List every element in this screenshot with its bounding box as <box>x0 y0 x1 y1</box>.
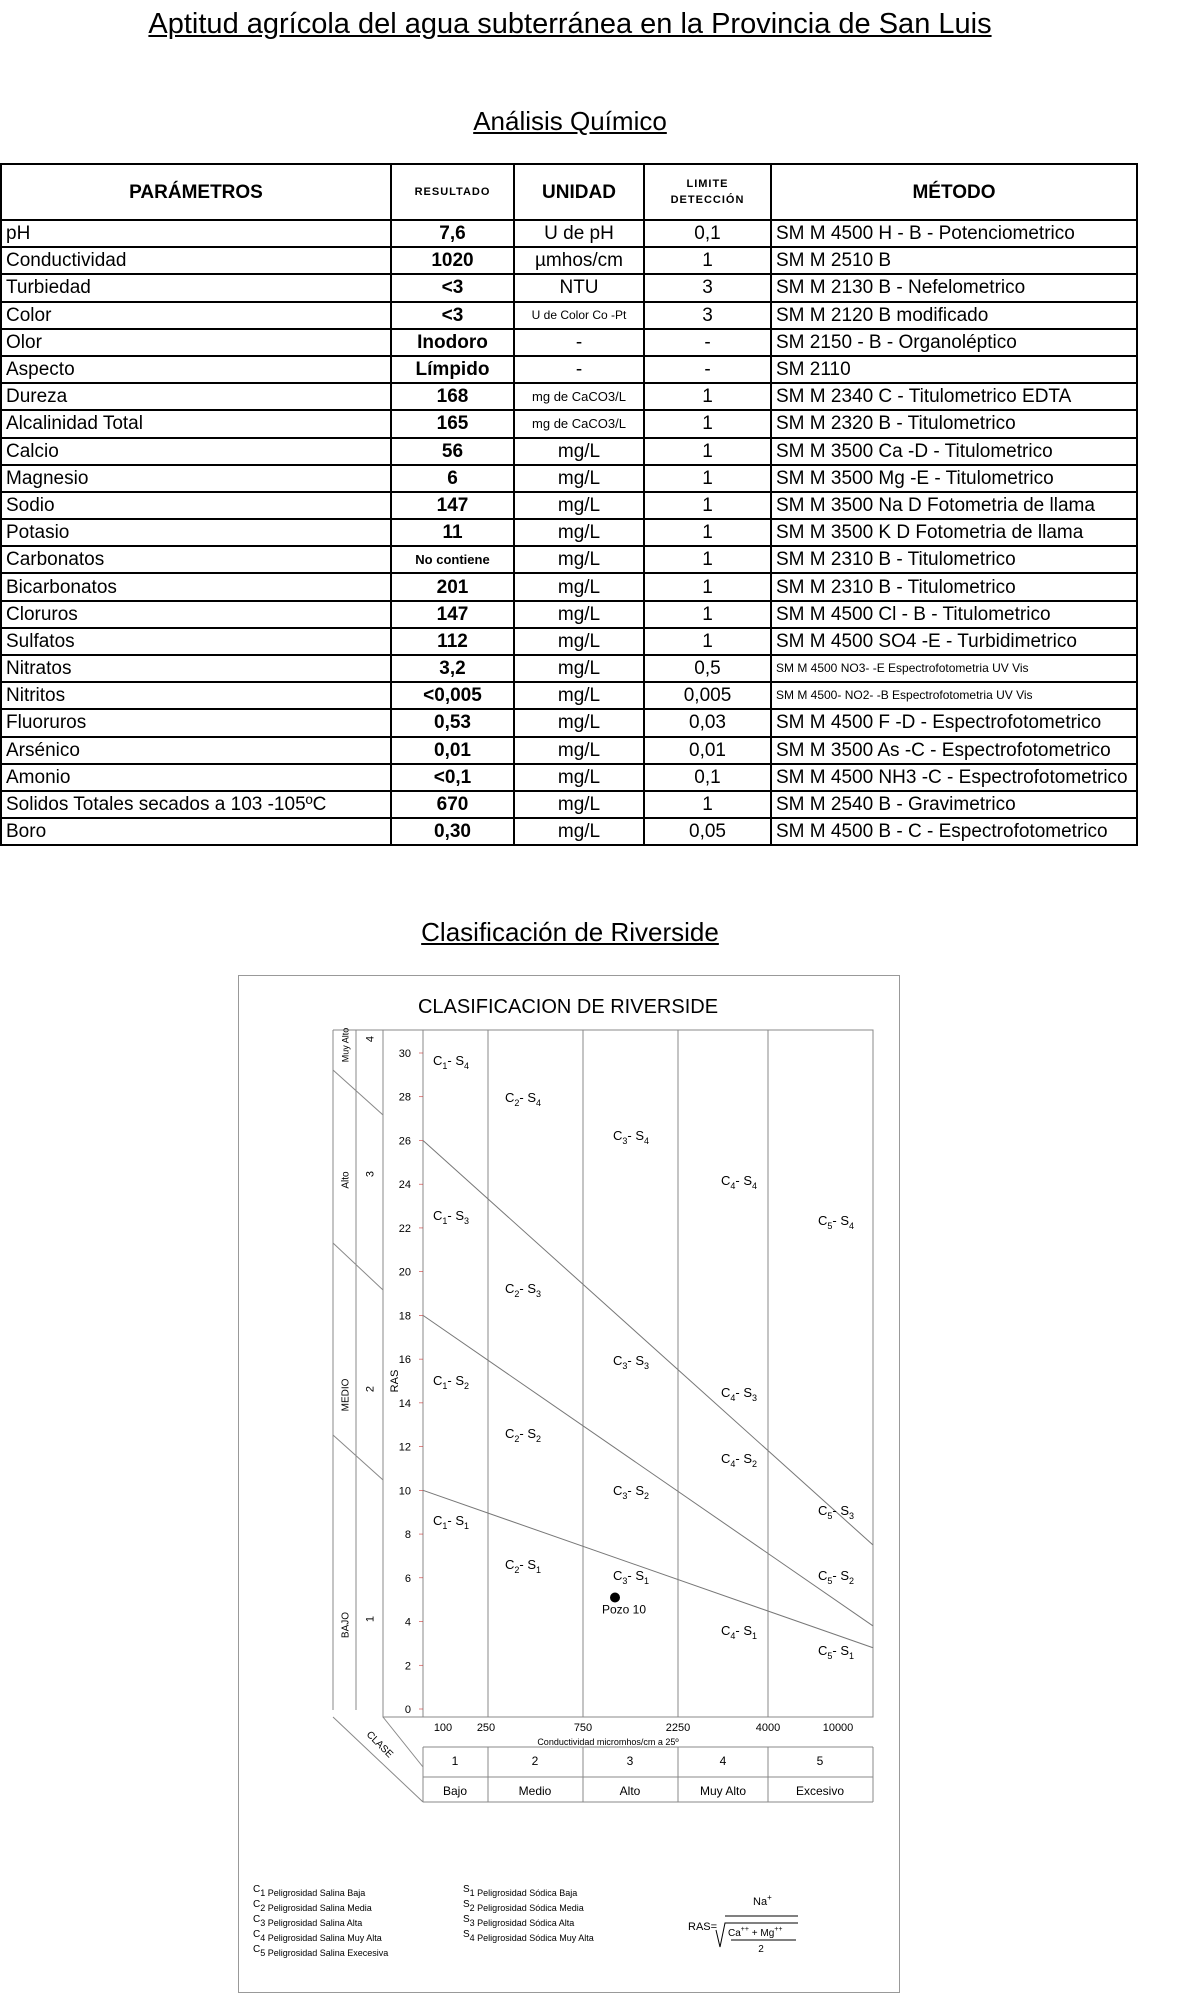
cell-unit: mg/L <box>514 791 644 818</box>
zone-label-c5-s4: $C_5-$ $S_4$ <box>818 1213 855 1231</box>
zone-label-c3-s1: $C_3-$ $S_1$ <box>613 1568 650 1586</box>
cell-unit: mg de CaCO3/L <box>514 410 644 437</box>
cell-method: SM M 4500 F -D - Espectrofotometrico <box>771 709 1137 736</box>
cell-method: SM M 3500 Na D Fotometria de llama <box>771 492 1137 519</box>
cell-method: SM M 3500 Ca -D - Titulometrico <box>771 438 1137 465</box>
sodium-band-divider <box>333 1435 383 1480</box>
class-number: 2 <box>531 1754 539 1768</box>
sodium-level-number: 1 <box>364 1615 377 1623</box>
cell-limit: 1 <box>644 247 771 274</box>
sample-label: Pozo 10 <box>602 1602 647 1617</box>
chart-title: CLASIFICACION DE RIVERSIDE <box>417 996 719 1018</box>
x-tick-label: 250 <box>476 1722 496 1734</box>
header-unit: UNIDAD <box>514 164 644 220</box>
legend-salinity-item: C4 Peligrosidad Salina Muy Alta <box>253 1929 382 1943</box>
cell-param: Aspecto <box>1 356 391 383</box>
cell-method: SM M 4500 B - C - Espectrofotometrico <box>771 818 1137 845</box>
table-row <box>1 274 1137 301</box>
cell-result: 201 <box>391 573 514 600</box>
table-row <box>1 492 1137 519</box>
y-tick-label: 26 <box>398 1135 411 1148</box>
x-tick-label: 10000 <box>822 1722 854 1734</box>
zone-label-c1-s2: $C_1-$ $S_2$ <box>433 1373 470 1391</box>
cell-unit: mg/L <box>514 546 644 573</box>
cell-param: Cloruros <box>1 601 391 628</box>
cell-limit: 1 <box>644 628 771 655</box>
cell-param: Sodio <box>1 492 391 519</box>
cell-param: Olor <box>1 329 391 356</box>
table-row <box>1 764 1137 791</box>
class-number: 4 <box>719 1754 727 1768</box>
cell-param: Bicarbonatos <box>1 573 391 600</box>
sodium-band-divider <box>333 1243 383 1290</box>
cell-result: 11 <box>391 519 514 546</box>
cell-limit: 1 <box>644 573 771 600</box>
table-row <box>1 573 1137 600</box>
cell-param: Fluoruros <box>1 709 391 736</box>
sodium-band-divider <box>333 1070 383 1115</box>
table-row <box>1 709 1137 736</box>
cell-method: SM M 3500 Mg -E - Titulometrico <box>771 465 1137 492</box>
class-number: 3 <box>626 1754 634 1768</box>
formula-denominator: Ca++ + Mg++ <box>728 1926 783 1939</box>
table-row <box>1 791 1137 818</box>
zone-label-c5-s1: $C_5-$ $S_1$ <box>818 1643 855 1661</box>
cell-param: Potasio <box>1 519 391 546</box>
cell-method: SM M 2130 B - Nefelometrico <box>771 274 1137 301</box>
cell-method: SM M 4500 H - B - Potenciometrico <box>771 220 1137 247</box>
table-row <box>1 818 1137 845</box>
table-row <box>1 465 1137 492</box>
table-row <box>1 329 1137 356</box>
cell-limit: 1 <box>644 492 771 519</box>
cell-method: SM 2110 <box>771 356 1137 383</box>
y-tick-label: 8 <box>404 1529 411 1542</box>
table-row <box>1 302 1137 329</box>
zone-label-c2-s1: $C_2-$ $S_1$ <box>505 1557 542 1575</box>
cell-limit: 3 <box>644 302 771 329</box>
cell-unit: mg/L <box>514 628 644 655</box>
cell-method: SM M 2340 C - Titulometrico EDTA <box>771 383 1137 410</box>
cell-result: 0,01 <box>391 737 514 764</box>
table-row <box>1 410 1137 437</box>
riverside-classification-chart <box>238 975 898 1991</box>
y-tick-label: 24 <box>398 1179 411 1192</box>
y-tick-label: 22 <box>398 1222 411 1235</box>
zone-label-c4-s3: $C_4-$ $S_3$ <box>721 1385 758 1403</box>
cell-param: Turbiedad <box>1 274 391 301</box>
cell-method: SM M 4500 NO3- -E Espectrofotometria UV Vis <box>771 655 1137 682</box>
cell-unit: mg/L <box>514 519 644 546</box>
table-row <box>1 601 1137 628</box>
cell-limit: 1 <box>644 438 771 465</box>
cell-method: SM M 4500 SO4 -E - Turbidimetrico <box>771 628 1137 655</box>
sodium-level-number: 3 <box>364 1170 377 1178</box>
chemical-analysis-table <box>0 163 1138 846</box>
zone-label-c2-s4: $C_2-$ $S_4$ <box>505 1090 542 1108</box>
cell-param: Nitratos <box>1 655 391 682</box>
cell-method: SM M 3500 As -C - Espectrofotometrico <box>771 737 1137 764</box>
cell-result: 112 <box>391 628 514 655</box>
cell-result: 1020 <box>391 247 514 274</box>
cell-unit: mg/L <box>514 737 644 764</box>
cell-unit: - <box>514 356 644 383</box>
y-tick-label: 18 <box>398 1310 411 1323</box>
zone-label-c5-s2: $C_5-$ $S_2$ <box>818 1568 855 1586</box>
legend-sodicity-item: S4 Peligrosidad Sódica Muy Alta <box>463 1929 594 1943</box>
cell-result: 147 <box>391 492 514 519</box>
cell-method: SM M 2310 B - Titulometrico <box>771 546 1137 573</box>
table-row <box>1 655 1137 682</box>
cell-limit: 0,01 <box>644 737 771 764</box>
zone-label-c3-s3: $C_3-$ $S_3$ <box>613 1353 650 1371</box>
cell-limit: 0,005 <box>644 682 771 709</box>
y-tick-label: 30 <box>398 1048 411 1060</box>
y-tick-label: 6 <box>404 1572 411 1585</box>
class-name: Excesivo <box>795 1784 845 1798</box>
class-name: Bajo <box>442 1784 468 1798</box>
x-tick-label: 2250 <box>665 1722 691 1734</box>
y-tick-label: 12 <box>398 1441 411 1454</box>
header-detection-limit <box>644 164 771 220</box>
cell-limit: 1 <box>644 383 771 410</box>
s1-s2-boundary <box>423 1490 873 1647</box>
cell-result: <3 <box>391 274 514 301</box>
cell-result: <0,1 <box>391 764 514 791</box>
class-name: Alto <box>619 1784 641 1798</box>
legend-sodicity-item: S1 Peligrosidad Sódica Baja <box>463 1884 578 1898</box>
sodium-level-number: 2 <box>364 1385 377 1393</box>
table-row <box>1 247 1137 274</box>
cell-method: SM M 2510 B <box>771 247 1137 274</box>
table-row <box>1 220 1137 247</box>
formula-divisor: 2 <box>758 1944 764 1955</box>
cell-param: pH <box>1 220 391 247</box>
x-tick-label: 750 <box>573 1722 593 1734</box>
formula-numerator: Na+ <box>753 1893 772 1908</box>
zone-label-c4-s4: $C_4-$ $S_4$ <box>721 1173 758 1191</box>
cell-param: Dureza <box>1 383 391 410</box>
legend-salinity-item: C3 Peligrosidad Salina Alta <box>253 1914 363 1928</box>
cell-result: 3,2 <box>391 655 514 682</box>
cell-limit: 1 <box>644 601 771 628</box>
sodium-level-name: Muy Alto <box>340 1027 351 1063</box>
zone-label-c2-s3: $C_2-$ $S_3$ <box>505 1281 542 1299</box>
class-number: 5 <box>816 1754 824 1768</box>
zone-label-c4-s1: $C_4-$ $S_1$ <box>721 1623 758 1641</box>
cell-result: 0,53 <box>391 709 514 736</box>
cell-unit: mg/L <box>514 492 644 519</box>
y-axis-label: RAS <box>389 1369 401 1393</box>
cell-unit: mg/L <box>514 709 644 736</box>
cell-param: Magnesio <box>1 465 391 492</box>
cell-limit: - <box>644 329 771 356</box>
s3-s4-boundary <box>423 1140 873 1545</box>
cell-method: SM M 2540 B - Gravimetrico <box>771 791 1137 818</box>
section-title-riverside: Clasificación de Riverside <box>421 917 719 947</box>
class-number: 1 <box>451 1754 459 1768</box>
formula-lhs: RAS= <box>688 1921 718 1933</box>
cell-result: 0,30 <box>391 818 514 845</box>
legend-salinity-item: C5 Peligrosidad Salina Execesiva <box>253 1944 389 1958</box>
x-tick-label: 4000 <box>755 1722 781 1734</box>
clase-diagonal <box>383 1717 423 1767</box>
cell-unit: mg/L <box>514 818 644 845</box>
cell-result: 7,6 <box>391 220 514 247</box>
y-tick-label: 4 <box>404 1616 411 1629</box>
table-row <box>1 519 1137 546</box>
zone-label-c3-s2: $C_3-$ $S_2$ <box>613 1483 650 1501</box>
sodium-level-name: MEDIO <box>340 1378 352 1412</box>
cell-limit: 1 <box>644 546 771 573</box>
cell-unit: mg/L <box>514 682 644 709</box>
cell-limit: 1 <box>644 410 771 437</box>
cell-method: SM M 3500 K D Fotometria de llama <box>771 519 1137 546</box>
sodium-level-name: BAJO <box>340 1611 352 1639</box>
cell-limit: 0,05 <box>644 818 771 845</box>
cell-limit: 3 <box>644 274 771 301</box>
cell-unit: mg/L <box>514 573 644 600</box>
cell-result: 6 <box>391 465 514 492</box>
cell-result: 147 <box>391 601 514 628</box>
sodium-level-number: 4 <box>364 1035 377 1043</box>
cell-result: Inodoro <box>391 329 514 356</box>
table-row <box>1 628 1137 655</box>
y-tick-label: 10 <box>398 1485 411 1498</box>
legend-sodicity-item: S3 Peligrosidad Sódica Alta <box>463 1914 575 1928</box>
clase-label: CLASE <box>363 1729 395 1761</box>
cell-limit: 1 <box>644 465 771 492</box>
cell-limit: 0,1 <box>644 764 771 791</box>
cell-param: Amonio <box>1 764 391 791</box>
class-name: Medio <box>518 1784 552 1798</box>
legend-salinity-item: C2 Peligrosidad Salina Media <box>253 1899 372 1913</box>
header-result: RESULTADO <box>391 164 514 220</box>
cell-result: <0,005 <box>391 682 514 709</box>
cell-limit: 1 <box>644 519 771 546</box>
cell-result: <3 <box>391 302 514 329</box>
cell-unit: mg/L <box>514 764 644 791</box>
class-name: Muy Alto <box>699 1784 747 1798</box>
table-row <box>1 682 1137 709</box>
table-header-row <box>1 164 1137 220</box>
cell-result: 56 <box>391 438 514 465</box>
legend-sodicity-item: S2 Peligrosidad Sódica Media <box>463 1899 584 1913</box>
zone-label-c1-s3: $C_1-$ $S_3$ <box>433 1208 470 1226</box>
cell-param: Carbonatos <box>1 546 391 573</box>
sample-point <box>610 1592 620 1602</box>
cell-param: Arsénico <box>1 737 391 764</box>
cell-param: Sulfatos <box>1 628 391 655</box>
table-row <box>1 438 1137 465</box>
cell-unit: U de pH <box>514 220 644 247</box>
cell-unit: U de Color Co -Pt <box>514 302 644 329</box>
cell-method: SM 2150 - B - Organoléptico <box>771 329 1137 356</box>
cell-unit: mg/L <box>514 465 644 492</box>
cell-result: Límpido <box>391 356 514 383</box>
cell-param: Conductividad <box>1 247 391 274</box>
cell-param: Nitritos <box>1 682 391 709</box>
y-tick-label: 2 <box>404 1660 411 1673</box>
cell-unit: µmhos/cm <box>514 247 644 274</box>
x-axis-label: Conductividad micromhos/cm a 25º <box>537 1737 679 1747</box>
cell-param: Solidos Totales secados a 103 -105ºC <box>1 791 391 818</box>
cell-unit: mg/L <box>514 438 644 465</box>
cell-limit: 1 <box>644 791 771 818</box>
cell-method: SM M 4500 Cl - B - Titulometrico <box>771 601 1137 628</box>
cell-method: SM M 4500 NH3 -C - Espectrofotometrico <box>771 764 1137 791</box>
cell-result: 670 <box>391 791 514 818</box>
cell-unit: NTU <box>514 274 644 301</box>
cell-method: SM M 2120 B modificado <box>771 302 1137 329</box>
table-row <box>1 546 1137 573</box>
cell-result: 168 <box>391 383 514 410</box>
cell-param: Boro <box>1 818 391 845</box>
cell-unit: mg/L <box>514 601 644 628</box>
cell-method: SM M 4500- NO2- -B Espectrofotometria UV Vis <box>771 682 1137 709</box>
zone-label-c4-s2: $C_4-$ $S_2$ <box>721 1451 758 1469</box>
legend-salinity-item: C1 Peligrosidad Salina Baja <box>253 1884 366 1898</box>
zone-label-c5-s3: $C_5-$ $S_3$ <box>818 1503 855 1521</box>
zone-label-c1-s4: $C_1-$ $S_4$ <box>433 1053 470 1071</box>
cell-unit: mg/L <box>514 655 644 682</box>
header-limit-line2: DETECCIÓN <box>670 194 745 206</box>
cell-method: SM M 2310 B - Titulometrico <box>771 573 1137 600</box>
cell-limit: 0,03 <box>644 709 771 736</box>
cell-param: Alcalinidad Total <box>1 410 391 437</box>
y-tick-label: 28 <box>398 1091 411 1104</box>
table-row <box>1 737 1137 764</box>
zone-label-c3-s4: $C_3-$ $S_4$ <box>613 1128 650 1146</box>
cell-method: SM M 2320 B - Titulometrico <box>771 410 1137 437</box>
cell-limit: - <box>644 356 771 383</box>
x-tick-label: 100 <box>433 1722 453 1734</box>
cell-limit: 0,1 <box>644 220 771 247</box>
cell-param: Color <box>1 302 391 329</box>
cell-unit: mg de CaCO3/L <box>514 383 644 410</box>
header-parameters: PARÁMETROS <box>1 164 391 220</box>
cell-unit: - <box>514 329 644 356</box>
y-tick-label: 0 <box>404 1704 411 1716</box>
cell-param: Calcio <box>1 438 391 465</box>
cell-limit: 0,5 <box>644 655 771 682</box>
y-tick-label: 16 <box>398 1354 411 1367</box>
zone-label-c1-s1: $C_1-$ $S_1$ <box>433 1513 470 1531</box>
table-row <box>1 383 1137 410</box>
y-tick-label: 14 <box>398 1397 411 1410</box>
y-tick-label: 20 <box>398 1266 411 1279</box>
cell-result: 165 <box>391 410 514 437</box>
section-title-chemical-analysis: Análisis Químico <box>473 106 667 136</box>
header-method: MÉTODO <box>771 164 1137 220</box>
table-row <box>1 356 1137 383</box>
page-title: Aptitud agrícola del agua subterránea en la Provincia de San Luis <box>148 8 992 40</box>
cell-result: No contiene <box>391 546 514 573</box>
header-limit-line1: LIMITE <box>686 178 729 190</box>
zone-label-c2-s2: $C_2-$ $S_2$ <box>505 1426 542 1444</box>
clase-diagonal <box>333 1717 423 1802</box>
sodium-level-name: Alto <box>340 1171 352 1189</box>
